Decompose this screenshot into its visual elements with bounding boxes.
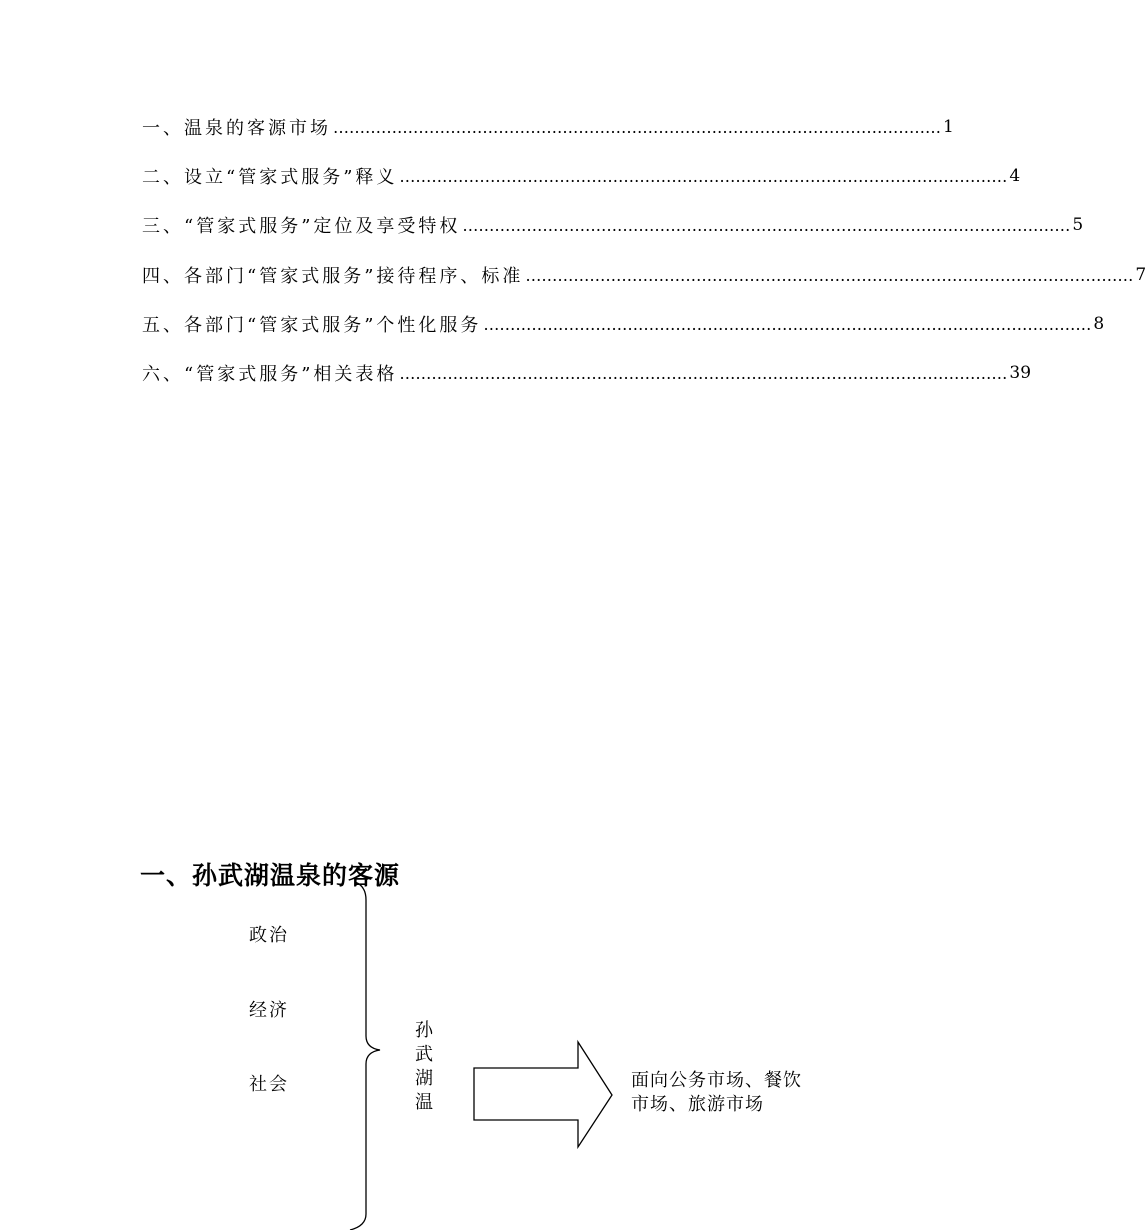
toc-entry-title: 六、“管家式服务”相关表格 — [142, 364, 398, 385]
name-char: 温 — [415, 1092, 433, 1113]
name-char: 武 — [415, 1044, 433, 1065]
toc-dot-leader: …………………………………………………………………………………………………… — [333, 117, 941, 137]
toc-entry-title: 四、各部门“管家式服务”接待程序、标准 — [142, 266, 524, 287]
name-char: 湖 — [415, 1068, 433, 1089]
toc-page-number: 39 — [1009, 363, 1032, 383]
toc-dot-leader: …………………………………………………………………………………………………… — [399, 363, 1008, 383]
toc-entry-6[interactable] — [142, 359, 1032, 387]
toc-page-number: 1 — [943, 117, 954, 137]
toc-entry-title: 三、“管家式服务”定位及享受特权 — [142, 216, 461, 237]
toc-page-number: 4 — [1009, 166, 1021, 186]
toc-dot-leader: …………………………………………………………………………………………………… — [462, 215, 1071, 235]
target-markets-text: 面向公务市场、餐饮市场、旅游市场 — [631, 1070, 802, 1115]
toc-entry-title: 一、温泉的客源市场 — [142, 118, 331, 139]
toc-entry-title: 二、设立“管家式服务”释义 — [142, 167, 398, 188]
toc-page-number: 8 — [1093, 314, 1105, 334]
toc-entry-5[interactable] — [142, 310, 1105, 338]
toc-page-number: 7 — [1135, 265, 1146, 285]
toc-entry-title: 五、各部门“管家式服务”个性化服务 — [142, 315, 482, 336]
factor-label-society: 社会 — [249, 1074, 289, 1095]
toc-dot-leader: …………………………………………………………………………………………………… — [483, 314, 1092, 334]
toc-dot-leader: …………………………………………………………………………………………………… — [399, 166, 1008, 186]
right-brace-shape — [350, 882, 380, 1230]
toc-entry-1[interactable] — [142, 113, 954, 141]
factor-label-economy: 经济 — [249, 1000, 289, 1021]
block-arrow-shape — [474, 1042, 612, 1147]
toc-dot-leader: …………………………………………………………………………………………………… — [525, 265, 1134, 285]
toc-entry-4[interactable] — [142, 261, 1146, 289]
toc-entry-3[interactable] — [142, 211, 1084, 239]
hot-spring-name-vertical — [412, 1019, 436, 1115]
name-char: 孙 — [415, 1020, 433, 1041]
toc-entry-2[interactable] — [142, 162, 1021, 190]
section-heading: 一、孙武湖温泉的客源 — [140, 861, 401, 890]
factor-label-politics: 政治 — [249, 925, 289, 946]
toc-page-number: 5 — [1072, 215, 1084, 235]
